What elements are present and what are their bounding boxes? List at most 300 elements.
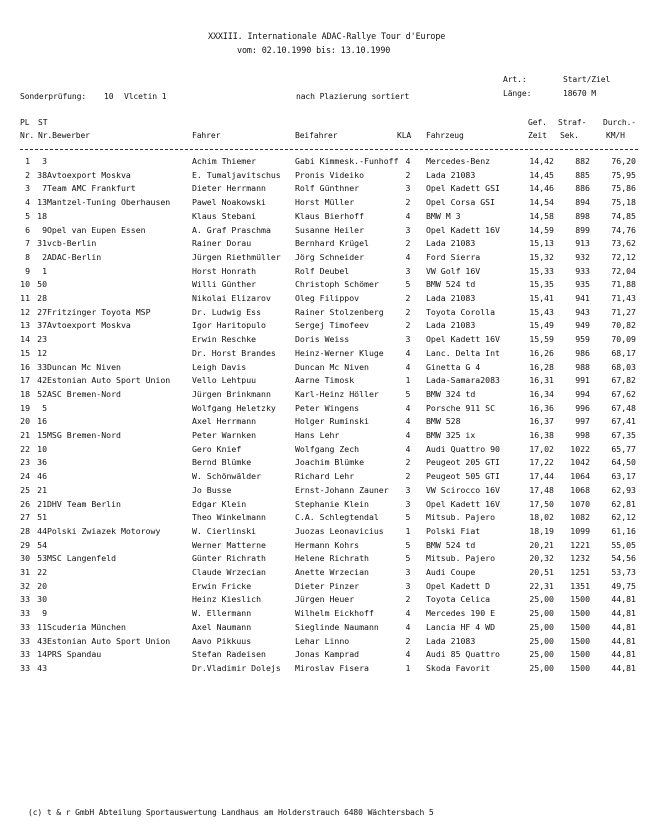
table-row	[0, 608, 659, 620]
cell-placement: 33	[20, 649, 30, 660]
table-row	[0, 594, 659, 606]
cell-time: 15,59	[529, 334, 554, 345]
cell-co-driver: Pronis Videiko	[295, 169, 365, 180]
cell-start-number: 46	[37, 471, 47, 482]
table-row	[0, 197, 659, 209]
table-row	[0, 375, 659, 387]
cell-entrant: ASC Bremen-Nord	[47, 388, 121, 399]
table-row	[0, 581, 659, 593]
col-fahrzeug: Fahrzeug	[426, 131, 464, 140]
cell-penalty-seconds: 949	[575, 320, 590, 331]
cell-avg-speed: 76,20	[611, 156, 636, 166]
cell-driver: Peter Warnken	[192, 430, 257, 440]
cell-time: 18,19	[529, 525, 554, 536]
cell-class: 2	[405, 320, 411, 331]
cell-vehicle: Opel Kadett D	[426, 580, 491, 591]
art-value: Start/Ziel	[563, 75, 611, 84]
table-row	[0, 499, 659, 511]
cell-penalty-seconds: 1251	[570, 567, 590, 577]
cell-time: 25,00	[529, 621, 554, 632]
cell-class: 5	[405, 279, 411, 290]
cell-class: 4	[405, 430, 411, 440]
cell-vehicle: Ginetta G 4	[426, 361, 481, 372]
cell-vehicle: BMW 524 td	[426, 539, 476, 550]
col-beifahrer: Beifahrer	[295, 131, 338, 140]
cell-start-number: 21	[37, 498, 47, 509]
cell-avg-speed: 72,04	[611, 265, 636, 276]
cell-avg-speed: 44,81	[611, 649, 636, 660]
cell-driver: Achim Thiemer	[192, 156, 257, 166]
col-gef-top: Gef.	[528, 118, 547, 127]
cell-vehicle: Opel Kadett GSI	[426, 183, 500, 194]
cell-time: 25,00	[529, 594, 554, 605]
cell-avg-speed: 71,27	[611, 306, 636, 317]
sonderpruefung-number: 10	[104, 92, 114, 101]
cell-penalty-seconds: 1232	[570, 553, 590, 564]
cell-co-driver: Rainer Stolzenberg	[295, 306, 384, 317]
cell-penalty-seconds: 986	[575, 347, 590, 358]
cell-class: 1	[405, 375, 411, 386]
cell-driver: Pawel Noakowski	[192, 197, 266, 208]
cell-driver: Vello Lehtpuu	[192, 375, 257, 386]
cell-class: 4	[405, 347, 411, 358]
cell-entrant: Estonian Auto Sport Union	[47, 635, 171, 646]
cell-placement: 20	[20, 416, 30, 427]
cell-time: 18,02	[529, 512, 554, 523]
cell-time: 25,00	[529, 635, 554, 646]
cell-driver: Werner Matterne	[192, 539, 266, 550]
cell-penalty-seconds: 991	[575, 375, 590, 386]
cell-class: 4	[405, 210, 411, 221]
cell-penalty-seconds: 933	[575, 265, 590, 276]
cell-placement: 19	[20, 402, 30, 413]
cell-co-driver: Heinz-Werner Kluge	[295, 347, 384, 358]
table-row	[0, 225, 659, 237]
cell-co-driver: Anette Wrzecian	[295, 567, 369, 577]
cell-placement: 6	[25, 224, 30, 235]
cell-vehicle: VW Golf 16V	[426, 265, 481, 276]
cell-class: 1	[405, 525, 411, 536]
cell-vehicle: VW Scirocco 16V	[426, 484, 500, 495]
cell-placement: 27	[20, 512, 30, 523]
cell-entrant: vcb-Berlin	[47, 238, 97, 249]
cell-placement: 23	[20, 457, 30, 468]
cell-avg-speed: 65,77	[611, 443, 636, 454]
table-row	[0, 156, 659, 168]
cell-class: 3	[405, 498, 411, 509]
cell-driver: Nikolai Elizarov	[192, 293, 271, 303]
cell-penalty-seconds: 1068	[570, 484, 590, 495]
cell-entrant: MSC Langenfeld	[47, 553, 117, 564]
cell-class: 3	[405, 224, 411, 235]
cell-placement: 14	[20, 334, 30, 345]
cell-time: 16,36	[529, 402, 554, 413]
cell-co-driver: Wolfgang Zech	[295, 443, 360, 454]
cell-avg-speed: 67,48	[611, 402, 636, 413]
table-row	[0, 540, 659, 552]
cell-co-driver: Richard Lehr	[295, 471, 355, 482]
table-row	[0, 307, 659, 319]
cell-avg-speed: 62,12	[611, 512, 636, 523]
cell-avg-speed: 72,12	[611, 251, 636, 262]
table-row	[0, 567, 659, 579]
table-row	[0, 636, 659, 648]
cell-avg-speed: 74,76	[611, 224, 636, 235]
cell-time: 20,21	[529, 539, 554, 550]
cell-co-driver: Stephanie Klein	[295, 498, 369, 509]
cell-penalty-seconds: 1042	[570, 457, 590, 468]
cell-driver: W. Schönwälder	[192, 471, 262, 482]
cell-penalty-seconds: 998	[575, 430, 590, 440]
cell-placement: 26	[20, 498, 30, 509]
cell-co-driver: Klaus Bierhoff	[295, 210, 365, 221]
cell-placement: 16	[20, 361, 30, 372]
laenge-label: Länge:	[503, 89, 532, 98]
cell-start-number: 13	[37, 197, 47, 208]
cell-penalty-seconds: 1500	[570, 594, 590, 605]
col-fahrer: Fahrer	[192, 131, 221, 140]
table-row	[0, 649, 659, 661]
cell-avg-speed: 44,81	[611, 608, 636, 619]
cell-placement: 21	[20, 430, 30, 440]
cell-vehicle: Lada 21083	[426, 293, 476, 303]
cell-time: 20,32	[529, 553, 554, 564]
cell-co-driver: Susanne Heiler	[295, 224, 365, 235]
cell-class: 3	[405, 580, 411, 591]
cell-co-driver: Hans Lehr	[295, 430, 340, 440]
cell-co-driver: Oleg Filippov	[295, 293, 360, 303]
cell-penalty-seconds: 1500	[570, 635, 590, 646]
cell-penalty-seconds: 898	[575, 210, 590, 221]
cell-start-number: 9	[42, 224, 47, 235]
cell-start-number: 2	[42, 251, 47, 262]
cell-co-driver: Rolf Deubel	[295, 265, 350, 276]
cell-co-driver: C.A. Schlegtendal	[295, 512, 379, 523]
cell-class: 4	[405, 361, 411, 372]
cell-penalty-seconds: 994	[575, 388, 590, 399]
cell-penalty-seconds: 959	[575, 334, 590, 345]
cell-placement: 5	[25, 210, 30, 221]
cell-time: 16,38	[529, 430, 554, 440]
cell-placement: 12	[20, 306, 30, 317]
table-row	[0, 279, 659, 291]
cell-avg-speed: 71,43	[611, 293, 636, 303]
cell-placement: 33	[20, 594, 30, 605]
cell-placement: 24	[20, 471, 30, 482]
cell-penalty-seconds: 988	[575, 361, 590, 372]
cell-time: 17,22	[529, 457, 554, 468]
table-row	[0, 622, 659, 634]
cell-class: 3	[405, 265, 411, 276]
cell-time: 15,49	[529, 320, 554, 331]
cell-placement: 25	[20, 484, 30, 495]
table-row	[0, 362, 659, 374]
cell-class: 2	[405, 471, 411, 482]
cell-class: 4	[405, 416, 411, 427]
cell-driver: Claude Wrzecian	[192, 567, 266, 577]
cell-vehicle: Lada 21083	[426, 238, 476, 249]
cell-vehicle: Audi Quattro 90	[426, 443, 500, 454]
col-straf-top: Straf-	[558, 118, 587, 127]
cell-placement: 32	[20, 580, 30, 591]
cell-placement: 11	[20, 293, 30, 303]
cell-avg-speed: 55,05	[611, 539, 636, 550]
cell-class: 2	[405, 457, 411, 468]
cell-entrant: Mantzel-Tuning Oberhausen	[47, 197, 171, 208]
cell-driver: Jürgen Riethmüller	[192, 251, 281, 262]
cell-avg-speed: 44,81	[611, 621, 636, 632]
cell-start-number: 38	[37, 169, 47, 180]
cell-start-number: 54	[37, 539, 47, 550]
cell-penalty-seconds: 1500	[570, 662, 590, 673]
cell-vehicle: Lada 21083	[426, 320, 476, 331]
cell-class: 2	[405, 169, 411, 180]
cell-co-driver: Gabi Kimmesk.-Funhoff	[295, 156, 399, 166]
cell-entrant: Estonian Auto Sport Union	[47, 375, 171, 386]
sonderpruefung-label: Sonderprüfung:	[20, 92, 87, 101]
cell-time: 15,33	[529, 265, 554, 276]
cell-vehicle: Skoda Favorit	[426, 662, 491, 673]
cell-avg-speed: 67,62	[611, 388, 636, 399]
cell-vehicle: Porsche 911 SC	[426, 402, 496, 413]
cell-time: 25,00	[529, 662, 554, 673]
cell-start-number: 5	[42, 402, 47, 413]
cell-avg-speed: 49,75	[611, 580, 636, 591]
footer-credit: (c) t & r GmbH Abteilung Sportauswertung Landhaus am Holderstrauch 6480 Wächtersbach 5	[28, 808, 434, 817]
cell-co-driver: Peter Wingens	[295, 402, 360, 413]
cell-start-number: 42	[37, 375, 47, 386]
cell-co-driver: Juozas Leonavicius	[295, 525, 384, 536]
col-pl-top: PL	[20, 118, 30, 127]
table-row	[0, 348, 659, 360]
table-row	[0, 266, 659, 278]
cell-penalty-seconds: 1500	[570, 649, 590, 660]
table-row	[0, 430, 659, 442]
cell-time: 14,46	[529, 183, 554, 194]
cell-start-number: 30	[37, 594, 47, 605]
cell-class: 3	[405, 567, 411, 577]
cell-vehicle: Peugeot 205 GTI	[426, 457, 500, 468]
cell-vehicle: Lanc. Delta Int	[426, 347, 500, 358]
table-row	[0, 183, 659, 195]
sonderpruefung-name: Vlcetin 1	[124, 92, 167, 101]
cell-driver: Jürgen Brinkmann	[192, 388, 271, 399]
cell-co-driver: Doris Weiss	[295, 334, 350, 345]
cell-vehicle: Opel Kadett 16V	[426, 334, 500, 345]
cell-avg-speed: 75,86	[611, 183, 636, 194]
cell-avg-speed: 61,16	[611, 525, 636, 536]
cell-co-driver: Miroslav Fisera	[295, 662, 369, 673]
cell-time: 16,26	[529, 347, 554, 358]
cell-class: 3	[405, 484, 411, 495]
cell-vehicle: Mercedes-Benz	[426, 156, 491, 166]
cell-penalty-seconds: 882	[575, 156, 590, 166]
cell-co-driver: Jürgen Heuer	[295, 594, 355, 605]
cell-vehicle: Mitsub. Pajero	[426, 553, 496, 564]
cell-placement: 1	[25, 156, 30, 166]
cell-start-number: 43	[37, 635, 47, 646]
table-row	[0, 320, 659, 332]
col-st-top: ST	[38, 118, 48, 127]
cell-entrant: DHV Team Berlin	[47, 498, 121, 509]
cell-start-number: 28	[37, 293, 47, 303]
cell-vehicle: Mitsub. Pajero	[426, 512, 496, 523]
cell-entrant: Scuderia München	[47, 621, 126, 632]
cell-class: 4	[405, 621, 411, 632]
cell-vehicle: BMW 528	[426, 416, 461, 427]
col-kmh: KM/H	[606, 131, 625, 140]
cell-time: 14,42	[529, 156, 554, 166]
cell-class: 5	[405, 539, 411, 550]
cell-vehicle: Lada 21083	[426, 169, 476, 180]
cell-penalty-seconds: 932	[575, 251, 590, 262]
cell-class: 1	[405, 662, 411, 673]
col-zeit: Zeit	[528, 131, 547, 140]
table-row	[0, 416, 659, 428]
cell-start-number: 11	[37, 621, 47, 632]
sort-note: nach Plazierung sortiert	[296, 92, 410, 101]
cell-co-driver: Helene Richrath	[295, 553, 369, 564]
cell-class: 2	[405, 306, 411, 317]
cell-entrant: Opel van Eupen Essen	[47, 224, 146, 235]
cell-start-number: 52	[37, 388, 47, 399]
cell-start-number: 7	[42, 183, 47, 194]
art-label: Art.:	[503, 75, 527, 84]
cell-class: 4	[405, 251, 411, 262]
col-durch-top: Durch.-	[603, 118, 637, 127]
cell-co-driver: Christoph Schömer	[295, 279, 379, 290]
cell-avg-speed: 53,73	[611, 567, 636, 577]
cell-avg-speed: 74,85	[611, 210, 636, 221]
cell-vehicle: Audi Coupe	[426, 567, 476, 577]
cell-placement: 33	[20, 608, 30, 619]
cell-co-driver: Wilhelm Eickhoff	[295, 608, 374, 619]
cell-vehicle: BMW M 3	[426, 210, 461, 221]
cell-driver: Aavo Pikkuus	[192, 635, 252, 646]
cell-driver: Leigh Davis	[192, 361, 247, 372]
cell-driver: Gero Knief	[192, 443, 242, 454]
cell-driver: E. Tumaljavitschus	[192, 169, 281, 180]
cell-entrant: PRS Spandau	[47, 649, 102, 660]
cell-time: 16,34	[529, 388, 554, 399]
cell-driver: W. Cierlinski	[192, 525, 257, 536]
cell-penalty-seconds: 997	[575, 416, 590, 427]
cell-driver: Igor Haritopulo	[192, 320, 266, 331]
table-row	[0, 293, 659, 305]
cell-start-number: 22	[37, 567, 47, 577]
cell-start-number: 51	[37, 512, 47, 523]
cell-time: 16,37	[529, 416, 554, 427]
cell-avg-speed: 68,03	[611, 361, 636, 372]
cell-start-number: 14	[37, 649, 47, 660]
cell-time: 17,48	[529, 484, 554, 495]
table-row	[0, 444, 659, 456]
cell-class: 5	[405, 512, 411, 523]
laenge-value: 18670 M	[563, 89, 597, 98]
table-row	[0, 485, 659, 497]
cell-start-number: 15	[37, 430, 47, 440]
rally-title: XXXIII. Internationale ADAC-Rallye Tour d'Europe	[208, 31, 446, 41]
cell-entrant: Duncan Mc Niven	[47, 361, 121, 372]
cell-vehicle: Audi 85 Quattro	[426, 649, 500, 660]
cell-class: 4	[405, 402, 411, 413]
cell-time: 15,13	[529, 238, 554, 249]
cell-vehicle: Polski Fiat	[426, 525, 481, 536]
cell-driver: Dr.Vladimir Dolejs	[192, 662, 281, 673]
cell-class: 2	[405, 635, 411, 646]
cell-start-number: 3	[42, 156, 47, 166]
cell-placement: 28	[20, 525, 30, 536]
cell-avg-speed: 62,93	[611, 484, 636, 495]
cell-placement: 17	[20, 375, 30, 386]
cell-start-number: 20	[37, 580, 47, 591]
cell-placement: 22	[20, 443, 30, 454]
cell-driver: Bernd Blümke	[192, 457, 252, 468]
cell-avg-speed: 71,88	[611, 279, 636, 290]
cell-penalty-seconds: 1064	[570, 471, 590, 482]
cell-class: 4	[405, 443, 411, 454]
cell-avg-speed: 67,82	[611, 375, 636, 386]
cell-vehicle: Lancia HF 4 WD	[426, 621, 496, 632]
cell-co-driver: Sergej Timofeev	[295, 320, 369, 331]
cell-vehicle: BMW 325 ix	[426, 430, 476, 440]
cell-driver: Rainer Dorau	[192, 238, 252, 249]
cell-penalty-seconds: 886	[575, 183, 590, 194]
cell-time: 15,35	[529, 279, 554, 290]
table-row	[0, 252, 659, 264]
cell-start-number: 10	[37, 443, 47, 454]
cell-penalty-seconds: 943	[575, 306, 590, 317]
cell-start-number: 53	[37, 553, 47, 564]
cell-avg-speed: 62,81	[611, 498, 636, 509]
table-row	[0, 238, 659, 250]
cell-placement: 3	[25, 183, 30, 194]
cell-entrant: Team AMC Frankfurt	[47, 183, 136, 194]
cell-start-number: 16	[37, 416, 47, 427]
cell-placement: 18	[20, 388, 30, 399]
cell-entrant: ADAC-Berlin	[47, 251, 102, 262]
cell-avg-speed: 67,35	[611, 430, 636, 440]
cell-co-driver: Holger Ruminski	[295, 416, 369, 427]
cell-placement: 33	[20, 635, 30, 646]
cell-vehicle: Opel Kadett 16V	[426, 224, 500, 235]
cell-co-driver: Aarne Timosk	[295, 375, 355, 386]
cell-vehicle: Ford Sierra	[426, 251, 481, 262]
cell-driver: Günter Richrath	[192, 553, 266, 564]
cell-co-driver: Lehar Linno	[295, 635, 350, 646]
cell-avg-speed: 75,95	[611, 169, 636, 180]
cell-vehicle: Toyota Celica	[426, 594, 491, 605]
cell-time: 20,51	[529, 567, 554, 577]
cell-vehicle: Lada-Samara2083	[426, 375, 500, 386]
cell-class: 2	[405, 293, 411, 303]
cell-start-number: 43	[37, 662, 47, 673]
cell-driver: Theo Winkelmann	[192, 512, 266, 523]
cell-penalty-seconds: 1221	[570, 539, 590, 550]
cell-avg-speed: 44,81	[611, 594, 636, 605]
cell-entrant: MSG Bremen-Nord	[47, 430, 121, 440]
cell-start-number: 33	[37, 361, 47, 372]
table-row	[0, 170, 659, 182]
cell-vehicle: Toyota Corolla	[426, 306, 496, 317]
cell-co-driver: Duncan Mc Niven	[295, 361, 369, 372]
cell-placement: 7	[25, 238, 30, 249]
cell-entrant: Avtoexport Moskva	[47, 320, 131, 331]
table-row	[0, 526, 659, 538]
cell-placement: 33	[20, 662, 30, 673]
cell-time: 17,50	[529, 498, 554, 509]
cell-entrant: Fritzinger Toyota MSP	[47, 306, 151, 317]
